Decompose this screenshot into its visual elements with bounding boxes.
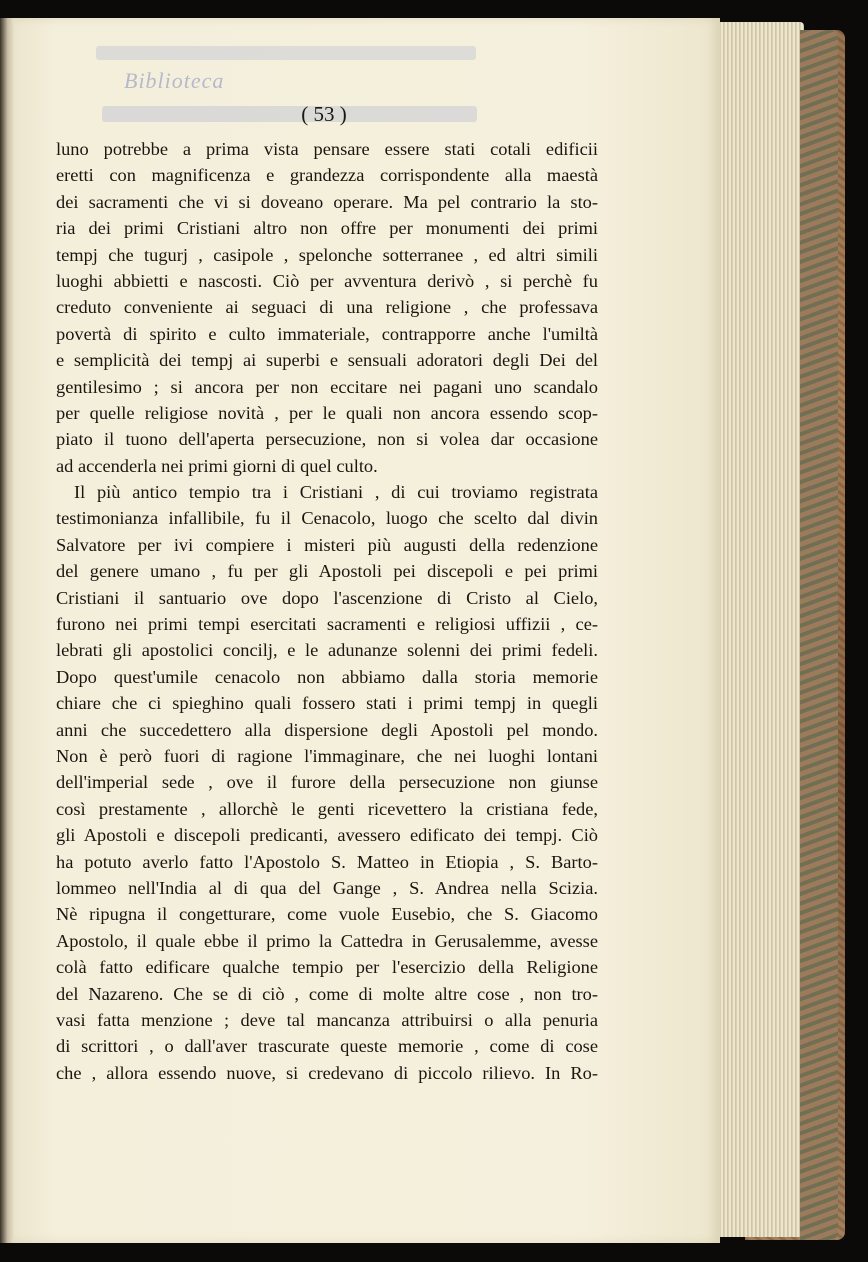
text-line: Non è però fuori di ragione l'immaginare, che nei luoghi lontani — [56, 745, 598, 766]
text-line: piato il tuono dell'aperta persecuzione, non si volea dar occasione — [56, 429, 598, 450]
text-line: Cristiani il santuario ove dopo l'ascenzione di Cristo al Cielo, — [56, 587, 598, 608]
text-line: lommeo nell'India al di qua del Gange , S. Andrea nella Scizia. — [56, 877, 598, 898]
text-line: povertà di spirito e culto immateriale, contrapporre anche l'umiltà — [56, 323, 598, 344]
text-line: luno potrebbe a prima vista pensare essere stati cotali edificii — [56, 139, 598, 159]
text-line: ria dei primi Cristiani altro non offre per monumenti dei primi — [56, 218, 598, 239]
body-text — [56, 136, 598, 1086]
library-stamp-text: Biblioteca — [124, 68, 225, 93]
text-line: di scrittori , o dall'aver trascurate queste memorie , come di cose — [56, 1036, 598, 1057]
text-line: e semplicità dei tempj ai superbi e sensuali adoratori degli Dei del — [56, 350, 598, 371]
text-line: luoghi abbietti e nascosti. Ciò per avventura derivò , si perchè fu — [56, 270, 598, 291]
text-line: ad accenderla nei primi giorni di quel culto. — [56, 455, 378, 476]
text-line: Salvatore per ivi compiere i misteri più augusti della redenzione — [56, 534, 598, 555]
text-line: lebrati gli apostolici concilj, e le adunanze solenni dei primi fedeli. — [56, 640, 598, 661]
text-line: vasi fatta menzione ; deve tal mancanza attribuirsi o alla penuria — [56, 1009, 598, 1030]
facing-page-edge — [0, 18, 14, 1243]
text-line: così prestamente , allorchè le genti ricevettero la cristiana fede, — [56, 798, 598, 819]
text-line: Dopo quest'umile cenacolo non abbiamo dalla storia memorie — [56, 666, 598, 687]
text-line: chiare che ci spieghino quali fossero stati i primi tempj in quegli — [56, 693, 598, 714]
text-line: creduto conveniente ai seguaci di una religione , che professava — [56, 297, 598, 318]
text-line: eretti con magnificenza e grandezza corrispondente alla maestà — [56, 165, 598, 186]
text-line: per quelle religiose novità , per le quali non ancora essendo scop- — [56, 402, 598, 423]
marbled-cover-edge — [800, 30, 838, 1240]
text-line: Il più antico tempio tra i Cristiani , di cui troviamo registrata — [74, 482, 598, 503]
page-number: ( 53 ) — [301, 102, 347, 126]
text-line: del Nazareno. Che se di ciò , come di molte altre cose , non tro- — [56, 983, 598, 1004]
text-line: tempj che tugurj , casipole , spelonche sotterranee , ed altri simili — [56, 244, 598, 265]
text-line: dei sacramenti che vi si doveano operare. Ma pel contrario la sto- — [56, 191, 598, 212]
text-line: gli Apostoli e discepoli predicanti, avessero edificato dei tempj. Ciò — [56, 825, 598, 846]
text-line: Nè ripugna il congetturare, come vuole Eusebio, che S. Giacomo — [56, 904, 598, 925]
text-line: colà fatto edificare qualche tempio per l'esercizio della Religione — [56, 957, 598, 978]
text-line: furono nei primi tempi esercitati sacramenti e religiosi uffizii , ce- — [56, 614, 598, 635]
text-line: testimonianza infallibile, fu il Cenacolo, luogo che scelto dal divin — [56, 508, 598, 529]
text-line: ha potuto averlo fatto l'Apostolo S. Matteo in Etiopia , S. Barto- — [56, 851, 598, 872]
text-line: dell'imperial sede , ove il furore della persecuzione non giunse — [56, 772, 598, 793]
text-line: del genere umano , fu per gli Apostoli pei discepoli e pei primi — [56, 561, 598, 582]
page-block-edge — [712, 22, 804, 1237]
text-line: che , allora essendo nuove, si credevano di piccolo rilievo. In Ro- — [56, 1062, 598, 1083]
text-line: anni che succedettero alla dispersione degli Apostoli pel mondo. — [56, 719, 598, 740]
library-stamp — [96, 46, 476, 60]
text-line: Apostolo, il quale ebbe il primo la Cattedra in Gerusalemme, avesse — [56, 930, 598, 951]
text-line: gentilesimo ; si ancora per non eccitare nei pagani uno scandalo — [56, 376, 598, 397]
book-page — [14, 18, 720, 1243]
